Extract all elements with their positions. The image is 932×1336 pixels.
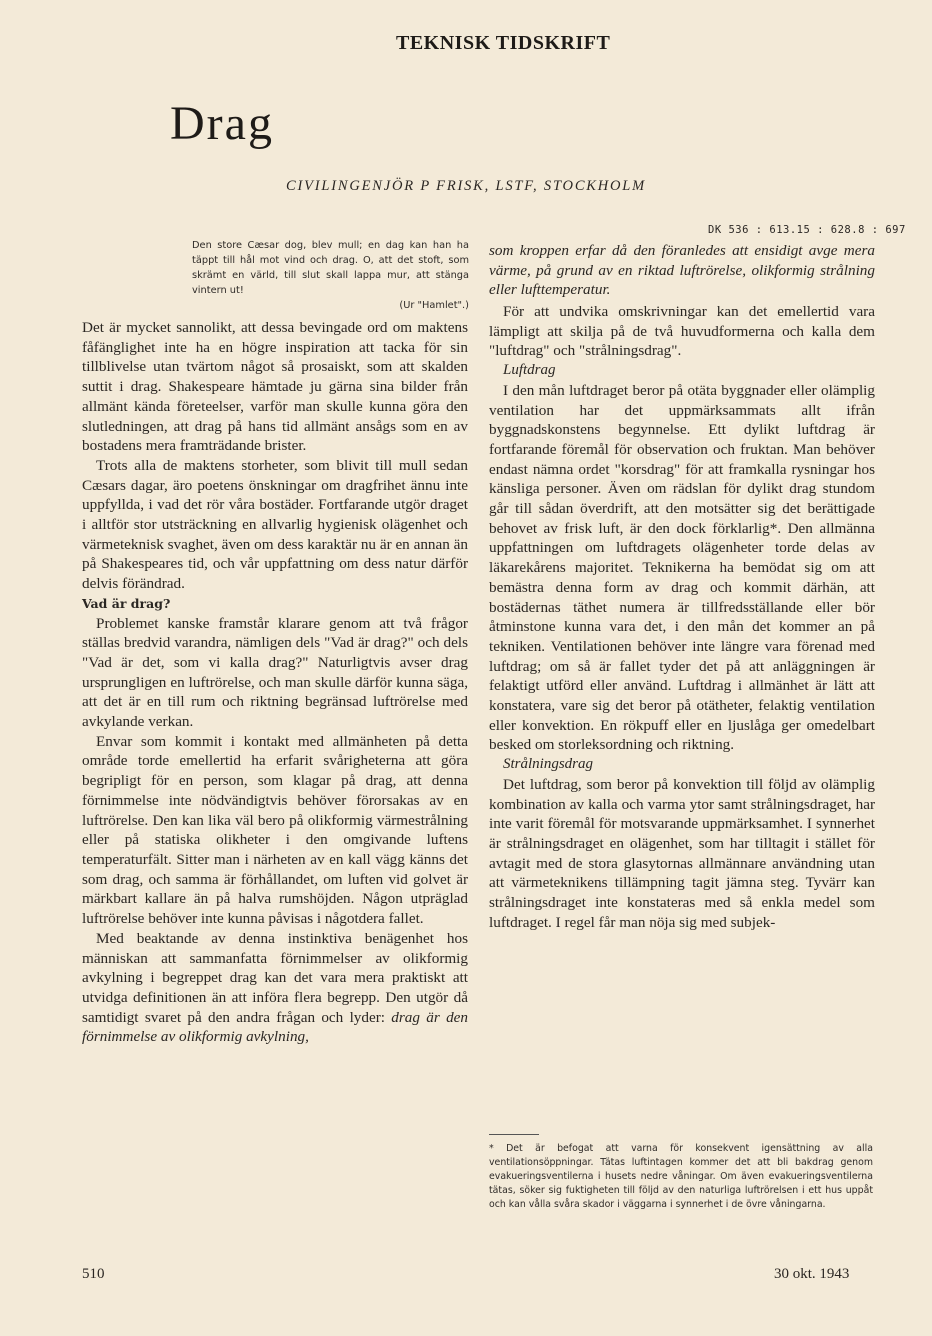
section-heading: Vad är drag? xyxy=(82,595,171,611)
footnote-rule xyxy=(489,1134,539,1135)
issue-date: 30 okt. 1943 xyxy=(774,1266,850,1282)
definition-continuation: som kroppen erfar då den föranledes att ensidigt avge mera värme, på grund av en riktad luftrörelse, olikformig strålning eller lufttemperatur. xyxy=(489,242,875,299)
right-column xyxy=(489,302,875,933)
paragraph: Det luftdrag, som beror på konvektion till följd av olämplig kombination av kalla och varma ytor samt strålningsdraget, har inte varit föremål för motsvarande uppmärksamhet. I synnerhet är strålningsdraget en olägenhet, som har tilltagit i stället för avtagit med de stora glasytornas allmännare användning utan att värmeteknikens tillämpning tagit jämna steg. Tyvärr kan strålningsdraget inte konstateras med så enkla medel som luftdraget. I regel får man nöja sig med subjek- xyxy=(489,775,875,931)
left-column xyxy=(82,318,468,1047)
paragraph-text: Med beaktande av denna instinktiva benägenhet hos människan att sammanfatta förnimmelser av olikformig avkylning i begreppet drag kan det vara mera praktiskt att utvidga definitionen än att införa flera begrepp. Den utgör då samtidigt svaret på den andra frågan och lyder: xyxy=(82,929,468,1026)
paragraph: För att undvika omskrivningar kan det emellertid vara lämpligt att skilja på de två huvudformerna och kalla dem "luftdrag" och "strålningsdrag". xyxy=(489,303,875,360)
paragraph: I den mån luftdraget beror på otäta byggnader eller olämplig ventilation har det uppmärksammats allt ifrån byggnadskonstens begynnelse. Ett dylikt luftdrag är fortfarande föremål för observation och fruktan. Man behöver endast nämna ordet "korsdrag" för att framkalla rysningar hos känsliga personer. Även om rädslan för dylikt drag stundom går till sådan överdrift, att den motsätter sig det berättigade behovet av frisk luft, är den dock förklarlig*. Den allmänna uppfattningen om luftdragets olägenheter torde delas av läkarekårens majoritet. Teknikerna ha bemödat sig om att bemästra denna form av drag och kommit därhän, att bostädernas täthet numera är tillfredsställande eller bör åtminstone kunna vara det, i den mån det kommer an på tekniken. Ventilationen behöver inte längre vara förenad med luftdrag; om så är fallet tyder det på att anläggningen är felaktigt utförd eller använd. Luftdrag i allmänhet är lätt att konstatera, vare sig det beror på otätheter, felaktig ventilation eller konvektion. En rökpuff eller en ljuslåga ger omedelbart besked om storleksordning och riktning. xyxy=(489,381,875,754)
masthead: TEKNISK TIDSKRIFT xyxy=(396,32,611,54)
paragraph xyxy=(82,929,468,1047)
epigraph-source: (Ur "Hamlet".) xyxy=(399,300,469,311)
paragraph: Problemet kanske framstår klarare genom att två frågor ställas bredvid varandra, nämligen dels "Vad är drag?" och dels "Vad är det, som vi kalla drag?" Naturligtvis avser drag ursprungligen en luftrörelse, och man skulle därför kunna säga, att det är en till rum och riktning begränsad luftrörelse med avkylande verkan. xyxy=(82,614,468,731)
paragraph: Trots alla de maktens storheter, som blivit till mull sedan Cæsars dagar, äro poetens önskningar om dragfrihet ännu inte uppfyllda, i vad det rör våra bostäder. Fortfarande utgör draget i alltför stor utsträckning en allvarlig hygienisk olägenhet och värmeteknisk svaghet, även om dess karaktär nu är en annan än på Shakespeares tid, och vår uppfattning om dess natur därför delvis förändrad. xyxy=(82,456,468,593)
paragraph: Envar som kommit i kontakt med allmänheten på detta område torde emellertid ha erfarit svårigheterna att göra begripligt för en person, som klagar på drag, att denna förnimmelse inte nödvändigtvis behöver förorsakas av en luftrörelse. Den kan lika väl bero på olikformig värmestrålning eller på statiska olikheter i den omgivande luftens temperaturfält. Sitter man i närheten av en kall vägg känns det som drag, och samma är förhållandet, om luften vid golvet är märkbart kallare än på halva rumshöjden. Någon utpräglad luftrörelse behöver inte kunna påvisas i någotdera fallet. xyxy=(82,732,468,928)
article-title: Drag xyxy=(170,97,274,150)
epigraph xyxy=(192,238,469,313)
definition-text: drag är den förnimmelse av olikformig avkylning, xyxy=(82,1008,469,1046)
footnote: * Det är befogat att varna för konsekvent igensättning av alla ventilationsöppningar. Tätas luftintagen kommer det att bli bakdrag genom evakueringsventilerna i husets nedre våningar. Om även evakueringsventilerna tätas, söker sig fuktigheten till följd av den naturliga luftrörelsen i ett hus uppåt och kan vålla svåra skador i väggarna i synnerhet i de övre våningarna. xyxy=(489,1143,873,1210)
section-heading: Strålningsdrag xyxy=(503,756,594,773)
page-number: 510 xyxy=(82,1266,105,1282)
byline: CIVILINGENJÖR P FRISK, LSTF, STOCKHOLM xyxy=(286,178,647,194)
section-heading: Luftdrag xyxy=(503,362,556,379)
epigraph-text: Den store Cæsar dog, blev mull; en dag kan han ha täppt till hål mot vind och drag. O, att det stoft, som skrämt en värld, till slut skall lappa mur, att stänga vintern ut! xyxy=(192,240,469,296)
classification-code: DK 536 : 613.15 : 628.8 : 697 xyxy=(708,224,906,236)
paragraph: Det är mycket sannolikt, att dessa bevingade ord om maktens fåfänglighet inte ha en högre inspiration att tacka för sin tillblivelse utan tvärtom något så prosaiskt, som att skalden suttit i drag. Shakespeare hämtade ju gärna sina bilder från allmänt kända företeelser, varför man skulle kunna göra den slutledningen, att drag på hans tid allmänt ansågs som en av bostadens mera framträdande brister. xyxy=(82,319,468,455)
